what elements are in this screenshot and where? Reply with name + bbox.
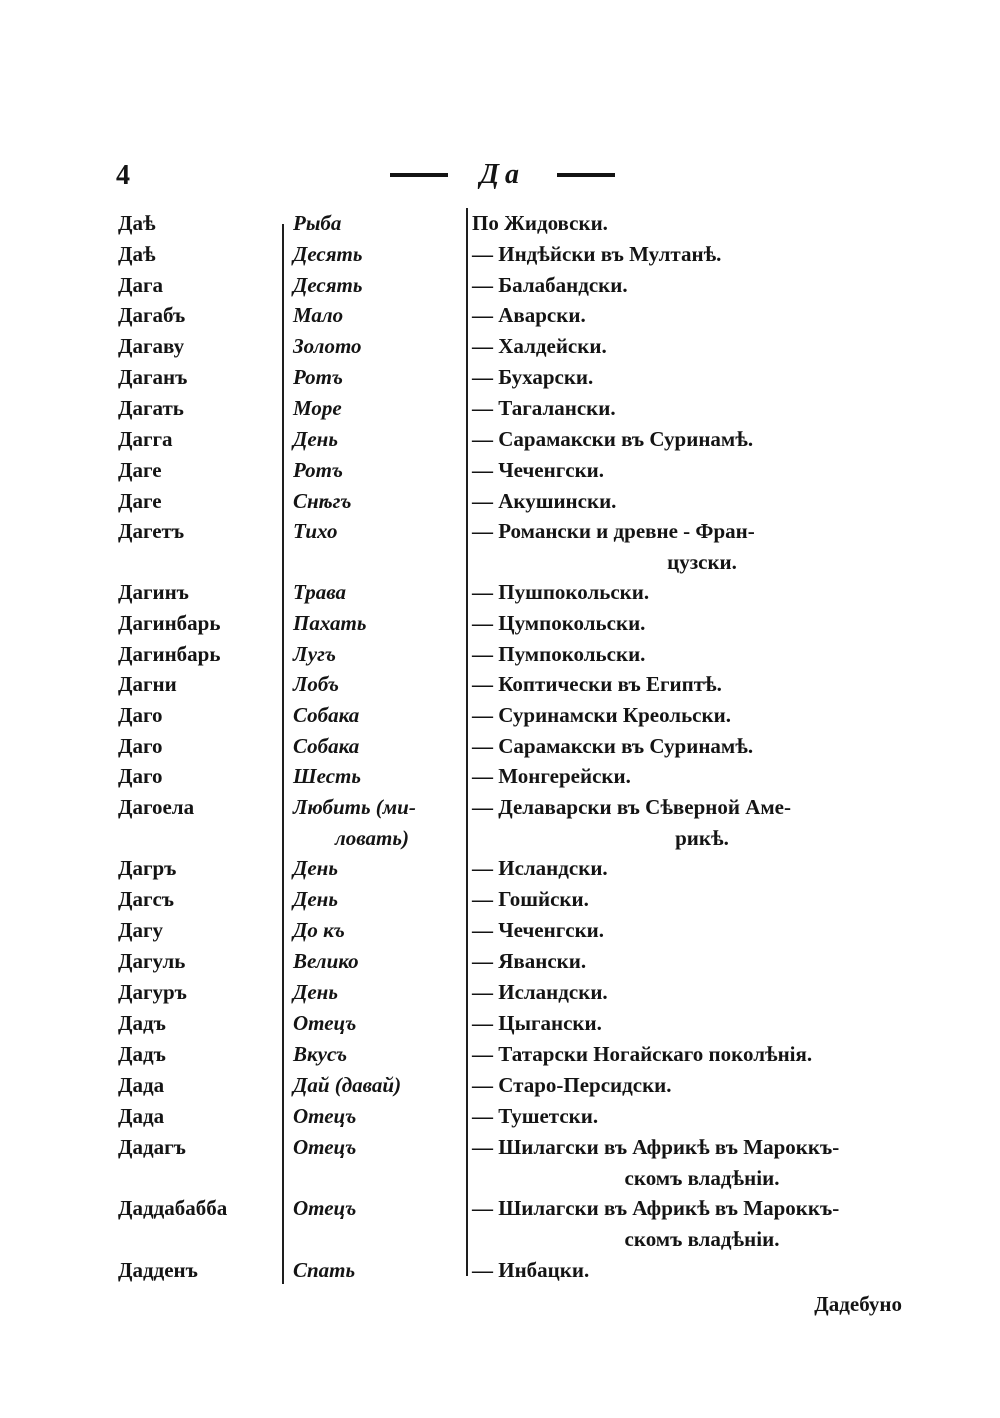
entry-meaning-line-1: Лобъ <box>293 672 339 696</box>
entry-meaning <box>293 1039 461 1070</box>
entry-meaning <box>293 1008 461 1039</box>
entry-meaning <box>293 1255 461 1286</box>
entry-language-line-1: — Чеченгски. <box>472 918 605 942</box>
entry-language <box>472 239 902 270</box>
entry-language-line-2: скомъ владѣніи. <box>624 1226 780 1251</box>
entry-language <box>472 608 902 639</box>
entry-word: Даге <box>118 458 162 482</box>
entry-meaning <box>293 300 461 331</box>
entry-language <box>472 884 902 915</box>
entry-word: Дагинъ <box>118 580 189 604</box>
entry-meaning-line-1: Пахать <box>293 611 367 635</box>
entry-language <box>472 977 902 1008</box>
entry-language <box>472 731 902 762</box>
entry-meaning <box>293 270 461 301</box>
entry-meaning-line-1: Шесть <box>293 764 361 788</box>
entry-meaning <box>293 608 461 639</box>
entry-word: Дагать <box>118 396 184 420</box>
entry-meaning-line-1: Отецъ <box>293 1011 357 1035</box>
entry-meaning <box>293 669 461 700</box>
entry-meaning-line-1: Велико <box>293 949 359 973</box>
entry-word: Дагу <box>118 918 163 942</box>
entry-meaning-line-1: Десять <box>293 273 363 297</box>
entry-language-line-1: — Акушински. <box>472 489 617 513</box>
entry-word: Дагни <box>118 672 177 696</box>
entry-word: Дадагъ <box>118 1135 186 1159</box>
entry-meaning <box>293 1070 461 1101</box>
entry-word: Дагга <box>118 427 173 451</box>
entry-meaning <box>293 731 461 762</box>
entry-word: Даѣ <box>118 242 156 266</box>
entry-word: Дагуръ <box>118 980 187 1004</box>
page-number: 4 <box>116 160 130 191</box>
entry-meaning-line-1: День <box>293 980 338 1004</box>
entry-language <box>472 424 902 455</box>
entry-meaning-line-1: День <box>293 427 338 451</box>
entry-meaning <box>293 331 461 362</box>
entry-meaning <box>293 516 461 547</box>
entry-language <box>472 331 902 362</box>
entry-meaning-line-1: Ротъ <box>293 458 343 482</box>
entry-word: Дагуль <box>118 949 186 973</box>
entry-language-line-1: — Старо-Персидски. <box>472 1073 672 1097</box>
entry-language <box>472 300 902 331</box>
entry-language-line-1: — Шилагски въ Африкѣ въ Мароккъ- <box>472 1196 840 1220</box>
entry-language <box>472 516 902 577</box>
entry-meaning <box>293 1193 461 1224</box>
entry-language-line-1: — Бухарски. <box>472 365 594 389</box>
entry-meaning-line-1: Дай (давай) <box>293 1073 402 1097</box>
entry-meaning-line-1: Мало <box>293 303 344 327</box>
entry-meaning <box>293 362 461 393</box>
entry-meaning <box>293 1132 461 1163</box>
entry-meaning-line-1: Рыба <box>293 211 342 235</box>
entry-language <box>472 1255 902 1286</box>
entry-word: Даддабабба <box>118 1196 228 1220</box>
entry-language-line-1: — Шилагски въ Африкѣ въ Мароккъ- <box>472 1135 840 1159</box>
entry-language-line-1: — Балабандски. <box>472 273 628 297</box>
entry-meaning-line-1: Золото <box>293 334 362 358</box>
entry-language-line-1: — Пумпокольски. <box>472 642 646 666</box>
entry-language <box>472 639 902 670</box>
entry-word: Дагинбарь <box>118 611 221 635</box>
entry-language-line-2: цузски. <box>667 549 737 574</box>
entry-meaning-line-1: Собака <box>293 734 360 758</box>
entry-meaning <box>293 1101 461 1132</box>
entry-language <box>472 915 902 946</box>
entry-language <box>472 853 902 884</box>
entry-language-line-2: рикѣ. <box>675 825 729 850</box>
entry-meaning <box>293 424 461 455</box>
entry-meaning <box>293 761 461 792</box>
entry-meaning-line-1: День <box>293 887 338 911</box>
entry-meaning <box>293 239 461 270</box>
entry-language <box>472 577 902 608</box>
entry-word: Дада <box>118 1073 165 1097</box>
entry-meaning-line-1: Спать <box>293 1258 356 1282</box>
entry-meaning-line-1: Собака <box>293 703 360 727</box>
entry-language-line-1: — Чеченгски. <box>472 458 605 482</box>
entry-meaning <box>293 946 461 977</box>
entry-language-line-1: — Сарамакски въ Суринамѣ. <box>472 734 754 758</box>
entry-language <box>472 1039 902 1070</box>
entry-meaning <box>293 393 461 424</box>
entry-word: Дага <box>118 273 163 297</box>
entry-language <box>472 946 902 977</box>
entry-word: Дада <box>118 1104 165 1128</box>
entry-language-line-1: — Явански. <box>472 949 587 973</box>
entry-meaning-line-1: Тихо <box>293 519 338 543</box>
entry-meaning-line-1: Трава <box>293 580 347 604</box>
entry-meaning <box>293 639 461 670</box>
entry-language-line-1: — Индѣйски въ Мултанѣ. <box>472 242 722 266</box>
entry-language-line-1: — Романски и древне - Фран- <box>472 519 755 543</box>
entry-language <box>472 270 902 301</box>
entry-word: Даганъ <box>118 365 188 389</box>
entry-language-line-1: — Сарамакски въ Суринамѣ. <box>472 427 754 451</box>
entry-language <box>472 792 902 853</box>
entry-meaning-line-1: Лугъ <box>293 642 336 666</box>
entry-meaning-line-1: Десять <box>293 242 363 266</box>
running-head-title: Да <box>479 159 526 190</box>
entry-language <box>472 700 902 731</box>
entry-word: Даге <box>118 489 162 513</box>
entry-word: Даѣ <box>118 211 156 235</box>
entry-language-line-1: — Татарски Ногайскаго поколѣнія. <box>472 1042 813 1066</box>
entry-language <box>472 761 902 792</box>
entry-meaning <box>293 977 461 1008</box>
entry-word: Дагабъ <box>118 303 186 327</box>
entry-word: Дагаву <box>118 334 185 358</box>
entry-meaning-line-1: Ротъ <box>293 365 343 389</box>
entry-language <box>472 1101 902 1132</box>
entry-word: Дагоела <box>118 795 195 819</box>
entry-word: Дагръ <box>118 856 177 880</box>
entry-meaning-line-1: Отецъ <box>293 1196 357 1220</box>
entry-meaning <box>293 455 461 486</box>
entry-meaning-line-1: Вкусъ <box>293 1042 348 1066</box>
entry-meaning-line-1: До къ <box>293 918 345 942</box>
entry-meaning <box>293 915 461 946</box>
entry-word: Дадъ <box>118 1011 166 1035</box>
entry-language-line-1: — Исландски. <box>472 856 608 880</box>
entry-meaning <box>293 884 461 915</box>
entry-language-line-1: — Суринамски Креольски. <box>472 703 731 727</box>
entry-language <box>472 1008 902 1039</box>
entry-meaning <box>293 792 461 853</box>
entry-meaning-line-1: Снѣгъ <box>293 489 352 513</box>
entry-language-line-1: — Цыгански. <box>472 1011 602 1035</box>
entry-language-line-1: По Жидовски. <box>472 211 608 235</box>
entry-language <box>472 455 902 486</box>
entry-language <box>472 1193 902 1254</box>
entry-meaning <box>293 486 461 517</box>
entry-word: Даго <box>118 703 163 727</box>
entry-language-line-1: — Гошйски. <box>472 887 589 911</box>
entry-language <box>472 362 902 393</box>
entry-language-line-2: скомъ владѣніи. <box>624 1165 780 1190</box>
entry-language <box>472 1070 902 1101</box>
entry-word: Дадденъ <box>118 1258 198 1282</box>
entry-meaning-line-2: ловать) <box>335 825 409 850</box>
entry-language-line-1: — Халдейски. <box>472 334 607 358</box>
entry-language <box>472 1132 902 1193</box>
entry-language <box>472 486 902 517</box>
entry-language-line-1: — Монгерейски. <box>472 764 631 788</box>
entry-language-line-1: — Делаварски въ Сѣверной Аме- <box>472 795 791 819</box>
entry-meaning <box>293 700 461 731</box>
catchword: Дадебуно <box>814 1292 902 1316</box>
entry-meaning-line-1: Море <box>293 396 342 420</box>
entry-word: Даго <box>118 764 163 788</box>
entry-language-line-1: — Тушетски. <box>472 1104 599 1128</box>
entry-language-line-1: — Инбацки. <box>472 1258 590 1282</box>
entry-word: Дагинбарь <box>118 642 221 666</box>
entry-meaning-line-1: Отецъ <box>293 1104 357 1128</box>
entry-language <box>472 208 902 239</box>
entry-language-line-1: — Пушпокольски. <box>472 580 650 604</box>
entry-meaning <box>293 853 461 884</box>
entry-language <box>472 393 902 424</box>
entry-meaning <box>293 577 461 608</box>
entry-meaning-line-1: Отецъ <box>293 1135 357 1159</box>
entry-word: Дадъ <box>118 1042 166 1066</box>
entry-word: Даго <box>118 734 163 758</box>
entry-meaning <box>293 208 461 239</box>
entry-language-line-1: — Цумпокольски. <box>472 611 646 635</box>
entry-language-line-1: — Аварски. <box>472 303 586 327</box>
entry-word: Дагсъ <box>118 887 175 911</box>
entry-word: Дагетъ <box>118 519 185 543</box>
entry-language-line-1: — Коптически въ Египтѣ. <box>472 672 722 696</box>
entry-language <box>472 669 902 700</box>
entry-meaning-line-1: Любить (ми- <box>293 795 416 819</box>
entry-language-line-1: — Тагалански. <box>472 396 616 420</box>
entry-meaning-line-1: День <box>293 856 338 880</box>
entry-language-line-1: — Исландски. <box>472 980 608 1004</box>
